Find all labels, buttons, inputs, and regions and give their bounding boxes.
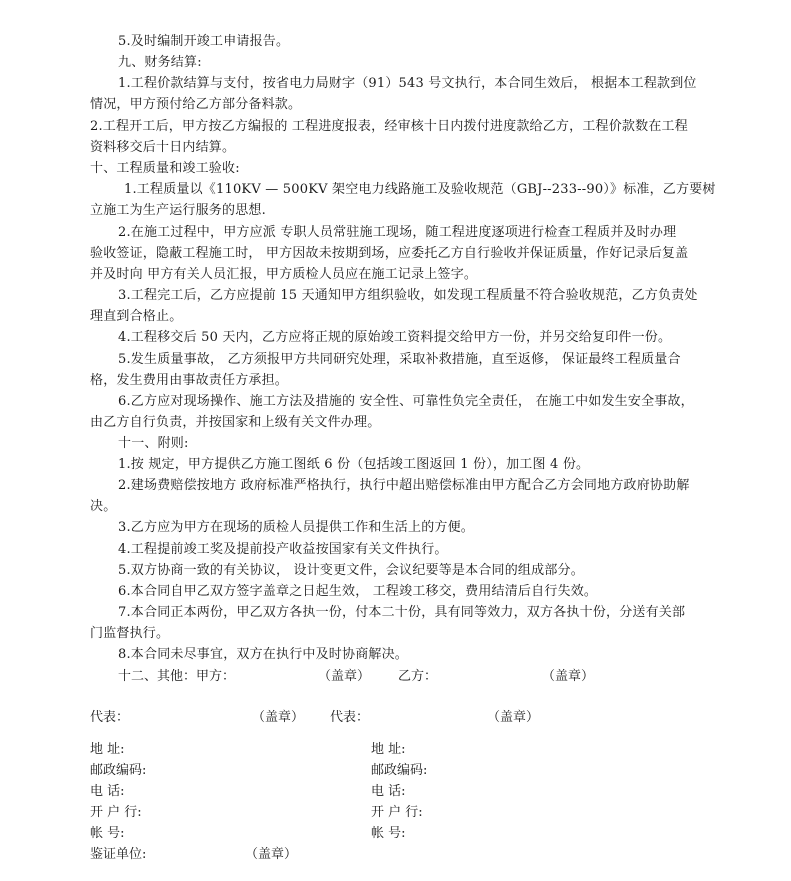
party-a-bank-label: 开 户 行:	[90, 805, 142, 820]
text-line: 2.工程开工后，甲方按乙方编报的 工程进度报表，经审核十日内拨付进度款给乙方，工程价款数在工程	[90, 119, 688, 134]
verification-unit-stamp: （盖章）	[245, 847, 298, 862]
text-line: 6.本合同自甲乙双方签字盖章之日起生效， 工程竣工移交，费用结清后自行失效。	[118, 584, 598, 599]
party-b-representative-label: 代表：	[330, 710, 370, 725]
text-line: 验收签证，隐蔽工程施工时， 甲方因故未按期到场，应委托乙方自行验收并保证质量，作好记录后复盖	[90, 246, 689, 261]
text-line: 理直到合格止。	[90, 309, 183, 324]
text-line: 7.本合同正本两份，甲乙双方各执一份，付本二十份，具有同等效力，双方各执十份，分送有关部	[118, 605, 686, 620]
party-b-label: 乙方：	[398, 669, 438, 684]
text-line: 1.工程质量以《110KV — 500KV 架空电力线路施工及验收规范（GBJ--233--90）》标准，乙方要树	[124, 182, 716, 197]
other-party-a-label: 十二、其他：甲方：	[118, 669, 236, 684]
text-line: 4.工程移交后 50 天内，乙方应将正规的原始竣工资料提交给甲方一份，并另交给复印件一份。	[118, 330, 672, 345]
party-b-bank-label: 开 户 行:	[371, 805, 423, 820]
party-b-representative-stamp: （盖章）	[487, 710, 540, 725]
party-a-address-label: 地 址:	[90, 742, 125, 757]
text-line: 格，发生费用由事故责任方承担。	[90, 373, 289, 388]
party-a-phone-label: 电 话:	[90, 784, 125, 799]
text-line: 5.及时编制开竣工申请报告。	[118, 34, 290, 49]
text-line: 情况，甲方预付给乙方部分备料款。	[90, 97, 302, 112]
text-line: 5.发生质量事故， 乙方须报甲方共同研究处理，采取补救措施，直至返修， 保证最终工程质量合	[118, 352, 681, 367]
party-a-postcode-label: 邮政编码:	[90, 763, 147, 778]
text-line: 决。	[90, 499, 117, 514]
text-line: 1.按 规定，甲方提供乙方施工图纸 6 份（包括竣工图返回 1 份），加工图 4 份。	[118, 457, 590, 472]
section-heading: 十一、附则:	[118, 436, 189, 451]
party-a-account-label: 帐 号:	[90, 826, 125, 841]
text-line: 1.工程价款结算与支付，按省电力局财字（91）543 号文执行，本合同生效后， 根据本工程款到位	[118, 76, 697, 91]
party-a-stamp: （盖章）	[318, 669, 371, 684]
section-heading: 十、工程质量和竣工验收:	[90, 161, 240, 176]
party-a-representative-stamp: （盖章）	[252, 710, 305, 725]
party-b-stamp: （盖章）	[542, 669, 595, 684]
text-line: 6.乙方应对现场操作、施工方法及措施的 安全性、可靠性负完全责任， 在施工中如发生安全事故，	[118, 394, 694, 409]
text-line: 由乙方自行负责，并按国家和上级有关文件办理。	[90, 415, 381, 430]
text-line: 2.在施工过程中，甲方应派 专职人员常驻施工现场，随工程进度逐项进行检查工程质并及时办理	[118, 225, 677, 240]
text-line: 门监督执行。	[90, 626, 170, 641]
text-line: 4.工程提前竣工奖及提前投产收益按国家有关文件执行。	[118, 542, 448, 557]
text-line: 立施工为生产运行服务的思想.	[90, 203, 266, 218]
party-b-address-label: 地 址:	[371, 742, 406, 757]
party-a-representative-label: 代表：	[90, 710, 130, 725]
text-line: 8.本合同未尽事宜，双方在执行中及时协商解决。	[118, 647, 409, 662]
text-line: 5.双方协商一致的有关协议， 设计变更文件，会议纪要等是本合同的组成部分。	[118, 563, 584, 578]
party-b-account-label: 帐 号:	[371, 826, 406, 841]
verification-unit-label: 鉴证单位:	[90, 847, 147, 862]
text-line: 并及时向 甲方有关人员汇报，甲方质检人员应在施工记录上签字。	[90, 267, 478, 282]
text-line: 资料移交后十日内结算。	[90, 140, 236, 155]
section-heading: 九、财务结算:	[118, 55, 202, 70]
text-line: 3.乙方应为甲方在现场的质检人员提供工作和生活上的方便。	[118, 520, 475, 535]
text-line: 3.工程完工后，乙方应提前 15 天通知甲方组织验收，如发现工程质量不符合验收规范，乙方负责处	[118, 288, 698, 303]
party-b-phone-label: 电 话:	[371, 784, 406, 799]
party-b-postcode-label: 邮政编码:	[371, 763, 428, 778]
text-line: 2.建场费赔偿按地方 政府标准严格执行，执行中超出赔偿标准由甲方配合乙方会同地方政府协助解	[118, 478, 690, 493]
